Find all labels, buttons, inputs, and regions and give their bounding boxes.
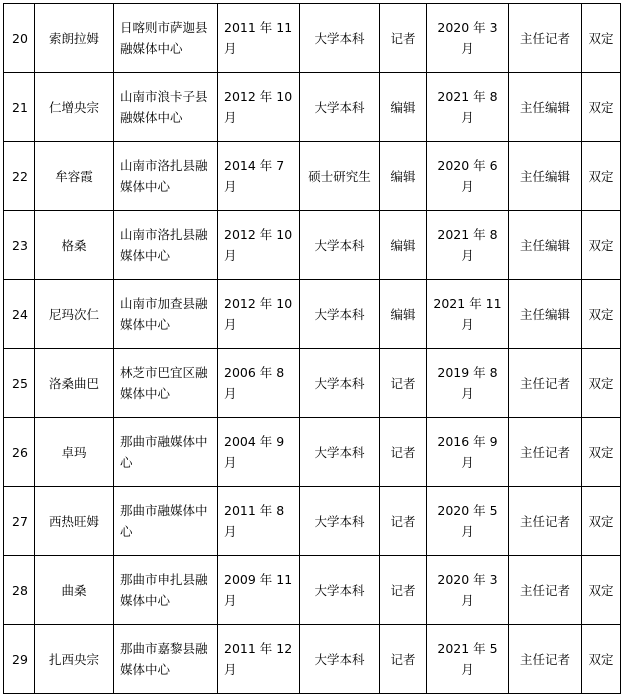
table-row: [4, 142, 621, 211]
row-number-cell: [4, 280, 35, 349]
unit-cell: [114, 487, 218, 556]
method-cell: [582, 418, 621, 487]
row-number-cell: [4, 142, 35, 211]
row-number-cell: [4, 625, 35, 694]
row-number: 20: [12, 30, 28, 46]
name-cell: [35, 349, 114, 418]
start-date: 2014 年 7 月: [224, 158, 285, 194]
start-date: 2009 年 11 月: [224, 572, 293, 608]
unit-cell: [114, 211, 218, 280]
position: 记者: [390, 513, 416, 529]
method-cell: [582, 4, 621, 73]
start-date-cell: [218, 142, 300, 211]
education: 大学本科: [314, 375, 365, 391]
row-number-cell: [4, 418, 35, 487]
unit-cell: [114, 349, 218, 418]
person-name: 仁增央宗: [48, 99, 99, 115]
date-cell: [427, 73, 509, 142]
table-row: [4, 418, 621, 487]
position: 编辑: [390, 237, 416, 253]
title-cell: [509, 280, 582, 349]
row-number: 29: [12, 651, 28, 667]
unit-cell: [114, 4, 218, 73]
table-row: [4, 556, 621, 625]
position: 记者: [390, 582, 416, 598]
unit-cell: [114, 280, 218, 349]
position-cell: [380, 349, 427, 418]
method-cell: [582, 556, 621, 625]
appointment-method: 双定: [588, 375, 614, 391]
position: 记者: [390, 651, 416, 667]
start-date: 2011 年 11 月: [224, 20, 293, 56]
title-cell: [509, 211, 582, 280]
method-cell: [582, 280, 621, 349]
appointment-method: 双定: [588, 168, 614, 184]
work-unit: 林芝市巴宜区融媒体中心: [120, 365, 208, 401]
person-name: 尼玛次仁: [48, 306, 99, 322]
professional-title: 主任记者: [519, 513, 570, 529]
personnel-table: [3, 3, 621, 694]
education-cell: [300, 4, 380, 73]
table-row: [4, 4, 621, 73]
education: 大学本科: [314, 513, 365, 529]
table-row: [4, 280, 621, 349]
qualification-date: 2020 年 5 月: [437, 503, 498, 539]
date-cell: [427, 487, 509, 556]
title-cell: [509, 487, 582, 556]
position: 记者: [390, 30, 416, 46]
table-row: [4, 211, 621, 280]
position-cell: [380, 280, 427, 349]
start-date-cell: [218, 211, 300, 280]
date-cell: [427, 4, 509, 73]
person-name: 西热旺姆: [48, 513, 99, 529]
position-cell: [380, 142, 427, 211]
unit-cell: [114, 73, 218, 142]
title-cell: [509, 556, 582, 625]
qualification-date: 2020 年 3 月: [437, 572, 498, 608]
title-cell: [509, 142, 582, 211]
table-body: [4, 4, 621, 694]
unit-cell: [114, 556, 218, 625]
qualification-date: 2020 年 6 月: [437, 158, 498, 194]
date-cell: [427, 625, 509, 694]
person-name: 洛桑曲巴: [48, 375, 99, 391]
professional-title: 主任编辑: [519, 168, 570, 184]
work-unit: 那曲市申扎县融媒体中心: [120, 572, 208, 608]
education: 大学本科: [314, 651, 365, 667]
name-cell: [35, 280, 114, 349]
appointment-method: 双定: [588, 99, 614, 115]
start-date: 2012 年 10 月: [224, 227, 293, 263]
start-date-cell: [218, 349, 300, 418]
position-cell: [380, 73, 427, 142]
name-cell: [35, 142, 114, 211]
method-cell: [582, 487, 621, 556]
position: 记者: [390, 444, 416, 460]
qualification-date: 2016 年 9 月: [437, 434, 498, 470]
name-cell: [35, 73, 114, 142]
date-cell: [427, 211, 509, 280]
person-name: 牟容霞: [55, 168, 93, 184]
position: 编辑: [390, 168, 416, 184]
position-cell: [380, 556, 427, 625]
professional-title: 主任记者: [519, 651, 570, 667]
position: 记者: [390, 375, 416, 391]
professional-title: 主任记者: [519, 444, 570, 460]
row-number-cell: [4, 556, 35, 625]
education-cell: [300, 418, 380, 487]
start-date: 2012 年 10 月: [224, 296, 293, 332]
education: 大学本科: [314, 582, 365, 598]
row-number-cell: [4, 211, 35, 280]
professional-title: 主任记者: [519, 30, 570, 46]
start-date-cell: [218, 280, 300, 349]
unit-cell: [114, 142, 218, 211]
person-name: 扎西央宗: [48, 651, 99, 667]
date-cell: [427, 142, 509, 211]
person-name: 曲桑: [61, 582, 87, 598]
start-date-cell: [218, 487, 300, 556]
name-cell: [35, 418, 114, 487]
education: 大学本科: [314, 99, 365, 115]
appointment-method: 双定: [588, 30, 614, 46]
name-cell: [35, 4, 114, 73]
method-cell: [582, 73, 621, 142]
qualification-date: 2020 年 3 月: [437, 20, 498, 56]
work-unit: 日喀则市萨迦县融媒体中心: [120, 20, 208, 56]
unit-cell: [114, 418, 218, 487]
professional-title: 主任记者: [519, 375, 570, 391]
work-unit: 山南市浪卡子县融媒体中心: [120, 89, 208, 125]
unit-cell: [114, 625, 218, 694]
row-number: 27: [12, 513, 28, 529]
education-cell: [300, 211, 380, 280]
title-cell: [509, 73, 582, 142]
row-number: 21: [12, 99, 28, 115]
appointment-method: 双定: [588, 513, 614, 529]
date-cell: [427, 556, 509, 625]
method-cell: [582, 211, 621, 280]
name-cell: [35, 556, 114, 625]
person-name: 格桑: [61, 237, 87, 253]
start-date: 2004 年 9 月: [224, 434, 285, 470]
table-row: [4, 625, 621, 694]
title-cell: [509, 625, 582, 694]
title-cell: [509, 418, 582, 487]
name-cell: [35, 211, 114, 280]
education: 大学本科: [314, 237, 365, 253]
date-cell: [427, 349, 509, 418]
education-cell: [300, 625, 380, 694]
position: 编辑: [390, 99, 416, 115]
method-cell: [582, 142, 621, 211]
education-cell: [300, 73, 380, 142]
education: 硕士研究生: [308, 168, 371, 184]
education: 大学本科: [314, 444, 365, 460]
person-name: 卓玛: [61, 444, 87, 460]
position-cell: [380, 418, 427, 487]
work-unit: 那曲市融媒体中心: [120, 503, 208, 539]
start-date: 2012 年 10 月: [224, 89, 293, 125]
row-number: 23: [12, 237, 28, 253]
position-cell: [380, 4, 427, 73]
start-date: 2011 年 8 月: [224, 503, 285, 539]
professional-title: 主任编辑: [519, 237, 570, 253]
education-cell: [300, 556, 380, 625]
qualification-date: 2021 年 11 月: [433, 296, 502, 332]
position-cell: [380, 211, 427, 280]
row-number-cell: [4, 4, 35, 73]
person-name: 索朗拉姆: [48, 30, 99, 46]
start-date: 2006 年 8 月: [224, 365, 285, 401]
appointment-method: 双定: [588, 444, 614, 460]
education: 大学本科: [314, 30, 365, 46]
professional-title: 主任记者: [519, 582, 570, 598]
start-date-cell: [218, 4, 300, 73]
education-cell: [300, 280, 380, 349]
row-number: 26: [12, 444, 28, 460]
work-unit: 那曲市融媒体中心: [120, 434, 208, 470]
professional-title: 主任编辑: [519, 99, 570, 115]
education-cell: [300, 142, 380, 211]
name-cell: [35, 625, 114, 694]
start-date-cell: [218, 418, 300, 487]
work-unit: 那曲市嘉黎县融媒体中心: [120, 641, 208, 677]
row-number: 25: [12, 375, 28, 391]
appointment-method: 双定: [588, 582, 614, 598]
row-number-cell: [4, 73, 35, 142]
work-unit: 山南市洛扎县融媒体中心: [120, 227, 208, 263]
education: 大学本科: [314, 306, 365, 322]
name-cell: [35, 487, 114, 556]
row-number-cell: [4, 349, 35, 418]
work-unit: 山南市加查县融媒体中心: [120, 296, 208, 332]
method-cell: [582, 625, 621, 694]
start-date-cell: [218, 556, 300, 625]
position-cell: [380, 625, 427, 694]
date-cell: [427, 280, 509, 349]
position-cell: [380, 487, 427, 556]
date-cell: [427, 418, 509, 487]
professional-title: 主任编辑: [519, 306, 570, 322]
table-row: [4, 73, 621, 142]
qualification-date: 2021 年 5 月: [437, 641, 498, 677]
row-number: 24: [12, 306, 28, 322]
qualification-date: 2021 年 8 月: [437, 227, 498, 263]
start-date-cell: [218, 625, 300, 694]
education-cell: [300, 349, 380, 418]
qualification-date: 2021 年 8 月: [437, 89, 498, 125]
row-number-cell: [4, 487, 35, 556]
appointment-method: 双定: [588, 306, 614, 322]
work-unit: 山南市洛扎县融媒体中心: [120, 158, 208, 194]
row-number: 22: [12, 168, 28, 184]
method-cell: [582, 349, 621, 418]
education-cell: [300, 487, 380, 556]
position: 编辑: [390, 306, 416, 322]
qualification-date: 2019 年 8 月: [437, 365, 498, 401]
table-row: [4, 349, 621, 418]
title-cell: [509, 4, 582, 73]
appointment-method: 双定: [588, 651, 614, 667]
start-date-cell: [218, 73, 300, 142]
appointment-method: 双定: [588, 237, 614, 253]
title-cell: [509, 349, 582, 418]
start-date: 2011 年 12 月: [224, 641, 293, 677]
table-row: [4, 487, 621, 556]
row-number: 28: [12, 582, 28, 598]
